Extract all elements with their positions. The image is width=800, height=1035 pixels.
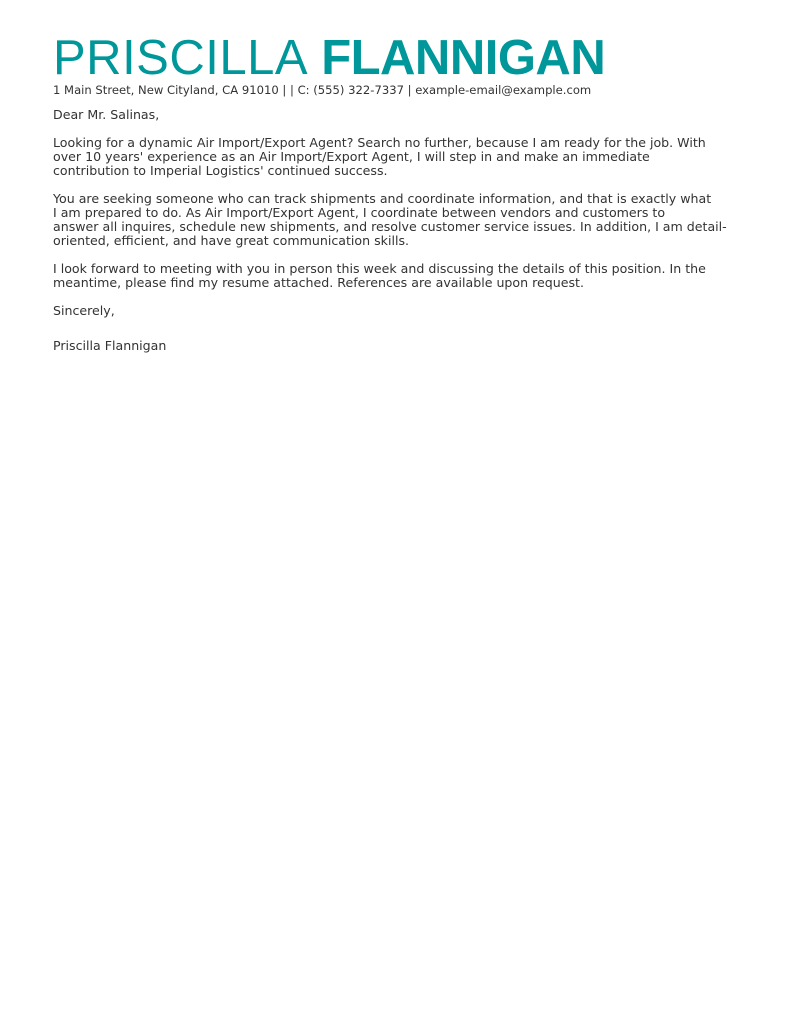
- contact-info: 1 Main Street, New Cityland, CA 91010 | | C: (555) 322-7337 | example-email@example.com: [53, 83, 592, 97]
- text-line: contribution to Imperial Logistics' continued success.: [53, 163, 388, 178]
- paragraph-3: [53, 262, 753, 290]
- salutation: Dear Mr. Salinas,: [53, 107, 160, 122]
- paragraph-1: [53, 136, 753, 178]
- text-line: I look forward to meeting with you in person this week and discussing the details of this position. In the: [53, 261, 706, 276]
- text-line: answer all inquires, schedule new shipments, and resolve customer service issues. In addition, I am detail-: [53, 219, 727, 234]
- text-line: I am prepared to do. As Air Import/Export Agent, I coordinate between vendors and customers to: [53, 205, 666, 220]
- paragraph-2: [53, 192, 753, 248]
- signature: Priscilla Flannigan: [53, 338, 167, 353]
- letter-body: [53, 108, 753, 367]
- text-line: Looking for a dynamic Air Import/Export Agent? Search no further, because I am ready for the job. With: [53, 135, 706, 150]
- last-name: FLANNIGAN: [321, 31, 606, 85]
- applicant-name: [53, 30, 605, 86]
- text-line: meantime, please find my resume attached. References are available upon request.: [53, 275, 584, 290]
- text-line: over 10 years' experience as an Air Import/Export Agent, I will step in and make an immediate: [53, 149, 650, 164]
- text-line: You are seeking someone who can track shipments and coordinate information, and that is exactly what: [53, 191, 712, 206]
- text-line: oriented, efficient, and have great communication skills.: [53, 233, 410, 248]
- first-name: PRISCILLA: [53, 31, 309, 85]
- closing: Sincerely,: [53, 303, 115, 318]
